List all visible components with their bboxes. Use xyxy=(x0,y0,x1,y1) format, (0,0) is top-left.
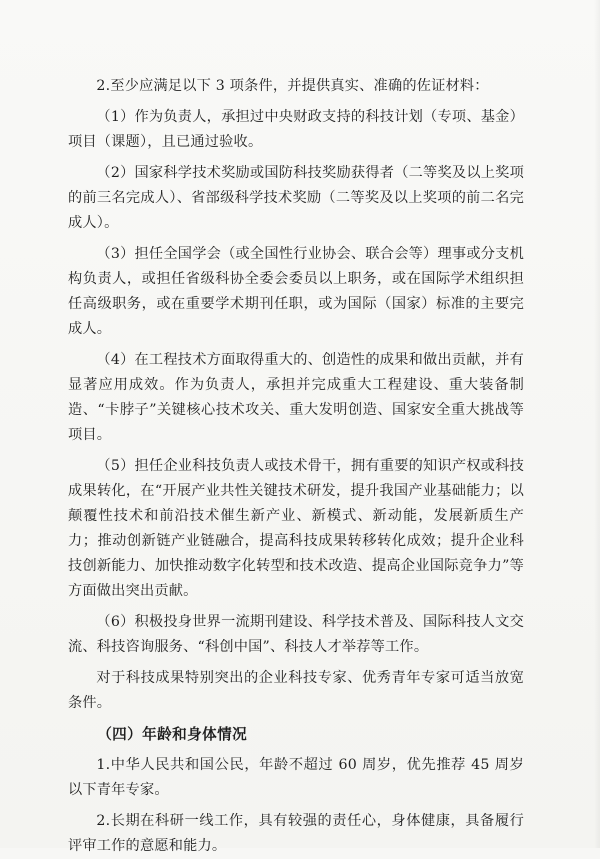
paragraph-condition-5: （5）担任企业科技负责人或技术骨干，拥有重要的知识产权或科技成果转化，在“开展产业共性关键技术研发，提升我国产业基础能力；以颠覆性技术和前沿技术催生新产业、新模式、新动能，发展新质生产力；推动创新链产业链融合，提高科技成果转移转化成效；提升企业科技创新能力、加快推动数字化转型和技术改造、提高企业国际竞争力”等方面做出突出贡献。 xyxy=(68,458,524,599)
paragraph-conditions-intro: 2.至少应满足以下 3 项条件，并提供真实、准确的佐证材料： xyxy=(96,78,489,94)
paragraph-age-requirement: 1.中华人民共和国公民，年龄不超过 60 周岁，优先推荐 45 周岁以下青年专家。 xyxy=(68,757,524,798)
paragraph-condition-1: （1）作为负责人，承担过中央财政支持的科技计划（专项、基金）项目（课题），且已通过验收。 xyxy=(68,109,524,150)
scan-edge-shadow xyxy=(594,0,600,848)
paragraph-condition-3: （3）担任全国学会（或全国性行业协会、联合会等）理事或分支机构负责人，或担任省级科协全委会委员以上职务，或在国际学术组织担任高级职务，或在重要学术期刊任职，或为国际（国家）标准的主要完成人。 xyxy=(68,246,524,337)
paragraph-relaxed-conditions: 对于科技成果特别突出的企业科技专家、优秀青年专家可适当放宽条件。 xyxy=(68,670,524,711)
section-heading-age-health: （四）年龄和身体情况 xyxy=(97,726,248,743)
paragraph-condition-6: （6）积极投身世界一流期刊建设、科学技术普及、国际科技人文交流、科技咨询服务、“科创中国”、科技人才举荐等工作。 xyxy=(68,614,524,655)
paragraph-condition-4: （4）在工程技术方面取得重大的、创造性的成果和做出贡献，并有显著应用成效。作为负责人，承担并完成重大工程建设、重大装备制造、“卡脖子”关键核心技术攻关、重大发明创造、国家安全重大挑战等项目。 xyxy=(68,352,524,443)
paragraph-condition-2: （2）国家科学技术奖励或国防科技奖励获得者（二等奖及以上奖项的前三名完成人）、省部级科学技术奖励（二等奖及以上奖项的前二名完成人）。 xyxy=(68,165,524,231)
paragraph-health-requirement: 2.长期在科研一线工作，具有较强的责任心，身体健康，具备履行评审工作的意愿和能力。 xyxy=(68,813,524,854)
